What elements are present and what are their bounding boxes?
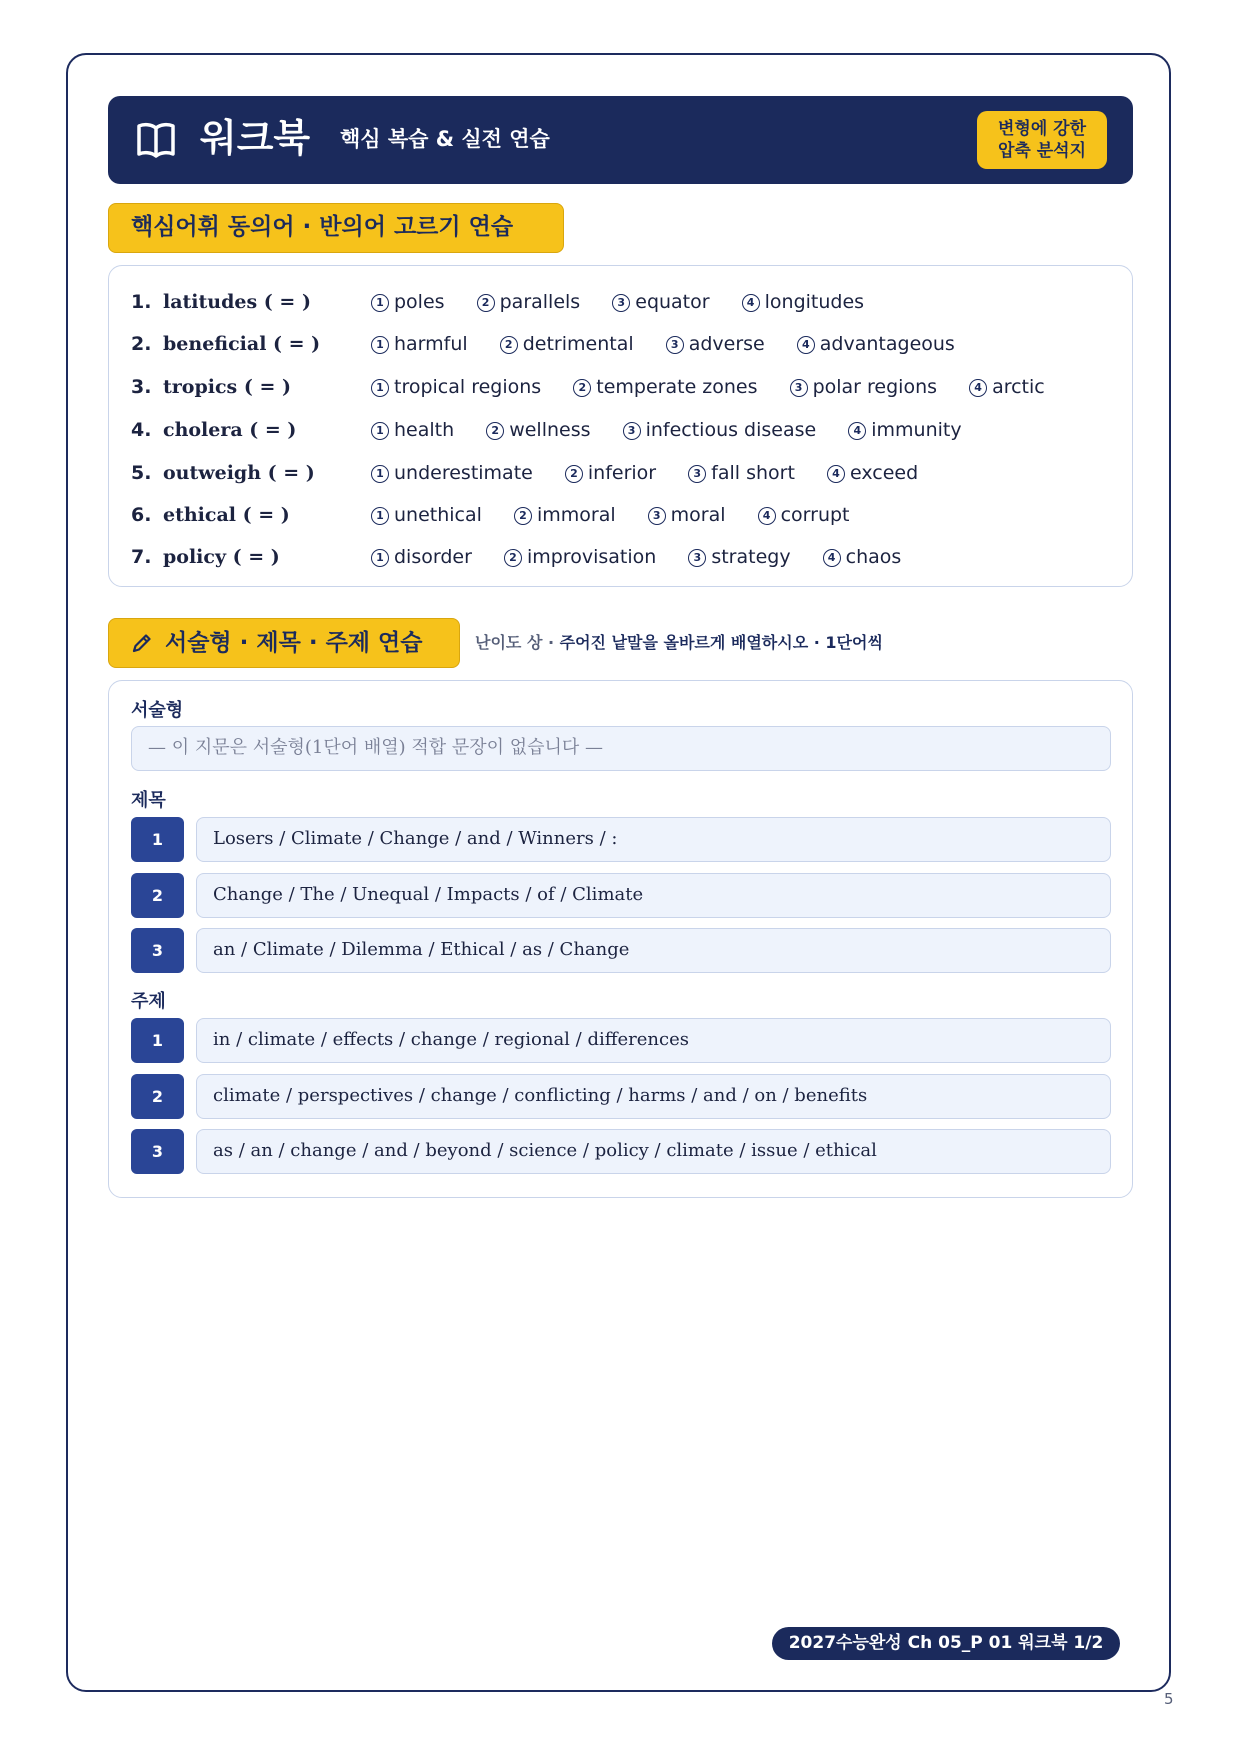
- vocab-number: 2.: [131, 333, 152, 355]
- practice-section-title: [108, 618, 460, 668]
- circled-number-icon: 2: [504, 549, 522, 567]
- option-text: infectious disease: [645, 419, 817, 441]
- vocab-number: 1.: [131, 291, 152, 313]
- topic-number-badge: 3: [131, 1129, 184, 1174]
- pencil-icon: [131, 632, 153, 654]
- option-text: underestimate: [394, 462, 533, 484]
- circled-number-icon: 1: [371, 507, 389, 525]
- circled-number-icon: 4: [797, 336, 815, 354]
- circled-number-icon: 4: [827, 465, 845, 483]
- option-text: advantageous: [819, 333, 955, 355]
- vocab-options: [371, 287, 890, 317]
- option-text: exceed: [849, 462, 919, 484]
- vocab-item: [131, 415, 1111, 445]
- vocab-options: [371, 500, 876, 530]
- vocab-word: cholera ( = ): [163, 419, 297, 441]
- option[interactable]: [742, 287, 864, 317]
- option-text: strategy: [711, 546, 791, 568]
- vocab-word: outweigh ( = ): [163, 462, 315, 484]
- option[interactable]: [371, 287, 445, 317]
- option-text: detrimental: [522, 333, 634, 355]
- circled-number-icon: 3: [666, 336, 684, 354]
- title-number-badge: 3: [131, 928, 184, 973]
- practice-section-title-text: 서술형 · 제목 · 주제 연습: [165, 629, 423, 656]
- circled-number-icon: 1: [371, 549, 389, 567]
- title-label: 제목: [131, 790, 166, 811]
- option-text: tropical regions: [394, 376, 542, 398]
- circled-number-icon: 1: [371, 465, 389, 483]
- badge-line-1: 변형에 강한: [997, 119, 1087, 139]
- circled-number-icon: 4: [742, 294, 760, 312]
- book-open-icon: [136, 122, 176, 158]
- page-number: 5: [1164, 1690, 1174, 1708]
- workbook-header: [108, 96, 1133, 184]
- option[interactable]: [969, 372, 1045, 402]
- title-word-field[interactable]: an / Climate / Dilemma / Ethical / as / Change: [196, 928, 1111, 973]
- circled-number-icon: 1: [371, 422, 389, 440]
- circled-number-icon: 2: [565, 465, 583, 483]
- circled-number-icon: 1: [371, 379, 389, 397]
- vocab-options: [371, 415, 988, 445]
- topic-label: 주제: [131, 991, 166, 1012]
- circled-number-icon: 2: [486, 422, 504, 440]
- vocab-box: [108, 265, 1133, 587]
- page-subtitle: 핵심 복습 & 실전 연습: [340, 127, 550, 151]
- circled-number-icon: 3: [688, 549, 706, 567]
- title-number-badge: 2: [131, 873, 184, 918]
- title-number-badge: 1: [131, 817, 184, 862]
- option-text: disorder: [394, 546, 472, 568]
- circled-number-icon: 4: [848, 422, 866, 440]
- option[interactable]: [848, 415, 961, 445]
- vocab-item: [131, 329, 1111, 359]
- vocab-item: [131, 500, 1111, 530]
- circled-number-icon: 2: [500, 336, 518, 354]
- option-text: longitudes: [764, 291, 865, 313]
- practice-instruction: [475, 631, 883, 655]
- option-text: immunity: [871, 419, 962, 441]
- vocab-options: [371, 458, 944, 488]
- vocab-number: 4.: [131, 419, 152, 441]
- circled-number-icon: 3: [612, 294, 630, 312]
- option[interactable]: [688, 542, 790, 572]
- option[interactable]: [371, 329, 468, 359]
- option-text: improvisation: [526, 546, 657, 568]
- instruction-text: 주어진 낱말을 올바르게 배열하시오 · 1단어씩: [559, 633, 883, 652]
- option-text: arctic: [992, 376, 1045, 398]
- option[interactable]: [371, 500, 482, 530]
- topic-number-badge: 1: [131, 1018, 184, 1063]
- option-text: fall short: [711, 462, 795, 484]
- vocab-number: 3.: [131, 376, 152, 398]
- vocab-word: latitudes ( = ): [163, 291, 311, 313]
- circled-number-icon: 3: [623, 422, 641, 440]
- option[interactable]: [504, 542, 656, 572]
- option-text: polar regions: [812, 376, 938, 398]
- circled-number-icon: 4: [823, 549, 841, 567]
- option-text: corrupt: [780, 504, 850, 526]
- option-text: harmful: [394, 333, 468, 355]
- topic-word-field[interactable]: climate / perspectives / change / conflicting / harms / and / on / benefits: [196, 1074, 1111, 1119]
- difficulty-label: 난이도 상 ·: [475, 633, 560, 652]
- circled-number-icon: 4: [758, 507, 776, 525]
- topic-number-badge: 2: [131, 1074, 184, 1119]
- option-text: wellness: [509, 419, 591, 441]
- footer-label: 2027수능완성 Ch 05_P 01 워크북 1/2: [772, 1627, 1120, 1660]
- option-text: temperate zones: [596, 376, 758, 398]
- vocab-number: 7.: [131, 546, 152, 568]
- option[interactable]: [688, 458, 795, 488]
- vocab-options: [371, 372, 1071, 402]
- title-word-field[interactable]: Losers / Climate / Change / and / Winners / :: [196, 817, 1111, 862]
- option[interactable]: [371, 542, 472, 572]
- option-text: unethical: [394, 504, 482, 526]
- vocab-number: 6.: [131, 504, 152, 526]
- topic-word-field[interactable]: in / climate / effects / change / regional / differences: [196, 1018, 1111, 1063]
- vocab-word: policy ( = ): [163, 546, 280, 568]
- option[interactable]: [565, 458, 656, 488]
- title-word-field[interactable]: Change / The / Unequal / Impacts / of / Climate: [196, 873, 1111, 918]
- topic-word-field[interactable]: as / an / change / and / beyond / science / policy / climate / issue / ethical: [196, 1129, 1111, 1174]
- option[interactable]: [573, 372, 757, 402]
- circled-number-icon: 3: [688, 465, 706, 483]
- vocab-word: tropics ( = ): [163, 376, 291, 398]
- header-badge: [977, 111, 1107, 169]
- option[interactable]: [827, 458, 918, 488]
- option[interactable]: [371, 458, 533, 488]
- circled-number-icon: 2: [514, 507, 532, 525]
- vocab-number: 5.: [131, 462, 152, 484]
- vocab-options: [371, 542, 927, 572]
- option-text: inferior: [587, 462, 657, 484]
- option[interactable]: [477, 287, 581, 317]
- option-text: parallels: [499, 291, 581, 313]
- option[interactable]: [790, 372, 937, 402]
- option[interactable]: [797, 329, 955, 359]
- option[interactable]: [823, 542, 902, 572]
- circled-number-icon: 1: [371, 294, 389, 312]
- option[interactable]: [500, 329, 634, 359]
- vocab-word: ethical ( = ): [163, 504, 290, 526]
- option[interactable]: [612, 287, 709, 317]
- circled-number-icon: 1: [371, 336, 389, 354]
- option[interactable]: [648, 500, 726, 530]
- option[interactable]: [666, 329, 765, 359]
- circled-number-icon: 3: [790, 379, 808, 397]
- vocab-item: [131, 287, 1111, 317]
- option-text: adverse: [688, 333, 765, 355]
- option-text: poles: [394, 291, 445, 313]
- option[interactable]: [623, 415, 817, 445]
- vocab-section-title: 핵심어휘 동의어 · 반의어 고르기 연습: [108, 203, 564, 253]
- option[interactable]: [371, 372, 541, 402]
- vocab-item: [131, 458, 1111, 488]
- circled-number-icon: 2: [573, 379, 591, 397]
- circled-number-icon: 3: [648, 507, 666, 525]
- vocab-item: [131, 372, 1111, 402]
- page-title: 워크북: [200, 116, 311, 160]
- option[interactable]: [371, 415, 454, 445]
- descriptive-answer-field[interactable]: — 이 지문은 서술형(1단어 배열) 적합 문장이 없습니다 —: [131, 726, 1111, 771]
- vocab-options: [371, 329, 981, 359]
- circled-number-icon: 2: [477, 294, 495, 312]
- practice-box: [108, 680, 1133, 1198]
- option-text: moral: [670, 504, 726, 526]
- descriptive-label: 서술형: [131, 700, 184, 721]
- option-text: immoral: [536, 504, 616, 526]
- badge-line-2: 압축 분석지: [997, 141, 1087, 161]
- circled-number-icon: 4: [969, 379, 987, 397]
- vocab-word: beneficial ( = ): [163, 333, 321, 355]
- option-text: equator: [635, 291, 710, 313]
- option[interactable]: [486, 415, 590, 445]
- option[interactable]: [514, 500, 616, 530]
- option[interactable]: [758, 500, 850, 530]
- option-text: health: [394, 419, 455, 441]
- vocab-item: [131, 542, 1111, 572]
- option-text: chaos: [845, 546, 902, 568]
